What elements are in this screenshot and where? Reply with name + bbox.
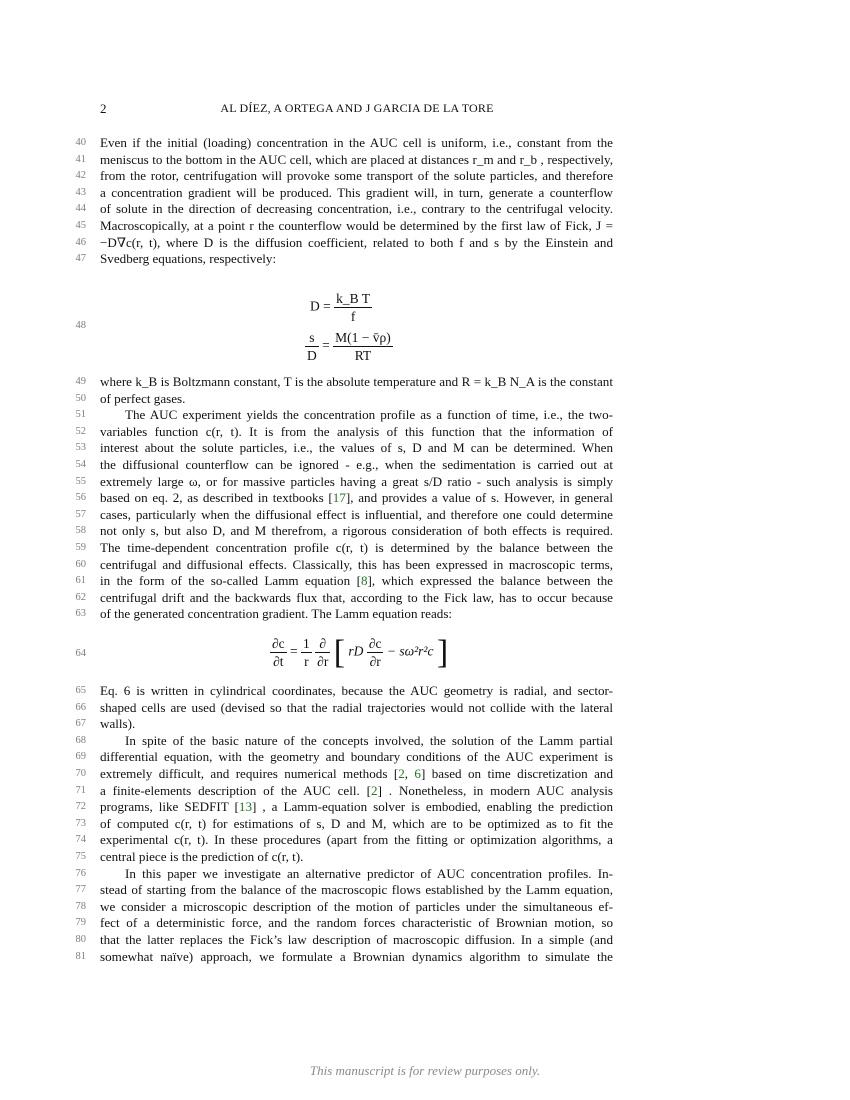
- text-segment: ] . Nonetheless, in modern AUC analysis: [377, 782, 614, 798]
- text-segment: The AUC experiment yields the concentration profile as a function of time, i.e., the two-: [125, 407, 613, 423]
- line-number: 66: [75, 701, 86, 713]
- text-segment: stead of starting from the balance of the macroscopic flows established by the Lamm equation,: [100, 882, 613, 898]
- text-segment: a concentration gradient will be produced. This gradient will, in turn, generate a counterflow: [100, 184, 613, 200]
- text-segment: of perfect gases.: [100, 390, 186, 406]
- fraction: [334, 291, 372, 324]
- text-line: [100, 201, 613, 217]
- line-number: 53: [75, 442, 86, 454]
- left-bracket: [: [333, 633, 346, 671]
- line-number: 78: [75, 900, 86, 912]
- text-line: [100, 932, 613, 948]
- text-line: [100, 783, 613, 799]
- line-number: 46: [75, 236, 86, 248]
- line-number: 59: [75, 542, 86, 553]
- denominator: ∂t: [273, 654, 284, 669]
- text-line: [100, 523, 613, 539]
- line-number: 43: [75, 186, 86, 198]
- running-head: AL DÍEZ, A ORTEGA AND J GARCIA DE LA TORE: [220, 101, 494, 115]
- denominator: ∂r: [317, 654, 329, 669]
- line-number: 51: [75, 409, 86, 421]
- term: − sω²r²c: [386, 643, 434, 659]
- text-line: [100, 185, 613, 201]
- text-segment: we consider a microscopic description of the motion of particles under the simultaneous ef-: [100, 898, 613, 914]
- numerator: s: [305, 330, 319, 347]
- text-line: [100, 407, 613, 423]
- line-number: 79: [75, 917, 86, 929]
- line-number: 71: [75, 784, 86, 796]
- denominator: f: [350, 309, 356, 324]
- numerator: 1: [303, 636, 310, 651]
- running-header: [100, 101, 614, 117]
- line-number: 42: [75, 170, 86, 182]
- text-line: [100, 440, 613, 456]
- text-line: [100, 799, 613, 815]
- text-segment: centrifugal and diffusional effects. Classically, this has been expressed in macroscopic terms,: [100, 556, 613, 572]
- eq-sign: =: [290, 643, 298, 659]
- term: rD: [348, 643, 364, 659]
- text-segment: interest about the solute particles, i.e., the values of s, D and M can be determined. When: [100, 440, 613, 456]
- numerator: k_B T: [336, 291, 371, 306]
- text-segment: programs, like SEDFIT [: [100, 799, 239, 815]
- text-segment: not only s, but also D, and M therefrom, a rigorous consideration of both effects is required.: [100, 523, 613, 539]
- text-segment: in the form of the so-called Lamm equation [: [100, 573, 361, 589]
- text-line: [100, 683, 613, 699]
- text-line: [100, 391, 613, 407]
- citation-link[interactable]: 6: [414, 766, 421, 781]
- text-segment: of computed c(r, t) for estimations of s, D and M, which are to be optimized as to fit the: [100, 815, 613, 831]
- numerator: ∂c: [368, 636, 382, 651]
- text-line: [100, 866, 613, 882]
- review-footer: This manuscript is for review purposes only.: [309, 1063, 541, 1078]
- text-line: [100, 573, 613, 589]
- page-number: 2: [100, 101, 107, 116]
- einstein-equation: [310, 291, 372, 324]
- text-line: [100, 152, 613, 168]
- text-segment: from the rotor, centrifugation will provoke some transport of the solute particles, and therefore: [100, 168, 613, 184]
- line-number: 41: [75, 153, 86, 165]
- line-number: 76: [75, 867, 86, 879]
- text-segment: In spite of the basic nature of the concepts involved, the solution of the Lamm partial: [125, 732, 613, 748]
- text-segment: of the generated concentration gradient. The Lamm equation reads:: [100, 606, 453, 622]
- text-segment: Svedberg equations, respectively:: [100, 251, 277, 267]
- line-number: 55: [75, 475, 86, 487]
- fraction: [305, 330, 319, 363]
- line-number: 45: [75, 220, 86, 231]
- text-line: [100, 915, 613, 931]
- text-segment: of solute in the direction of decreasing concentration, i.e., contrary to the centrifugal velocity.: [100, 201, 613, 217]
- eq-lhs: D =: [310, 298, 331, 314]
- right-bracket: ]: [436, 633, 449, 671]
- text-segment: ,: [404, 766, 415, 781]
- text-line: [100, 849, 613, 865]
- text-segment: where k_B is Boltzmann constant, T is the absolute temperature and R = k_B N_A is the constant: [100, 374, 613, 389]
- line-number: 64: [75, 648, 86, 659]
- line-number: 77: [75, 884, 86, 896]
- denominator: r: [304, 654, 309, 669]
- text-segment: ], and provides a value of s. However, in general: [345, 490, 613, 506]
- text-line: [100, 490, 613, 506]
- text-line: [100, 733, 613, 749]
- fraction: [270, 636, 287, 669]
- text-line: [100, 899, 613, 915]
- line-number: 75: [75, 851, 86, 862]
- text-line: [100, 557, 613, 573]
- text-line: [100, 540, 613, 556]
- text-segment: the diffusional counterflow can be ignored - e.g., when the sedimentation is carried out at: [100, 457, 613, 472]
- text-segment: differential equation, with the geometry and boundary conditions of the AUC experiment is: [100, 749, 613, 765]
- citation-link[interactable]: 2: [398, 766, 405, 781]
- numerator: ∂: [315, 636, 330, 653]
- text-segment: extremely large ω, or for massive particles having a great s/D ratio - such analysis is simply: [100, 473, 613, 489]
- citation-link[interactable]: 8: [360, 573, 368, 589]
- text-segment: central piece is the prediction of c(r, t).: [100, 849, 304, 864]
- text-line: [100, 832, 613, 848]
- svedberg-equation: [305, 330, 393, 363]
- fraction: [333, 330, 393, 363]
- text-segment: meniscus to the bottom in the AUC cell, which are placed at distances r_m and r_b , respectively,: [100, 151, 613, 167]
- text-segment: −D∇c(r, t), where D is the diffusion coefficient, related to both f and s by the Einstein and: [100, 234, 613, 250]
- line-number: 54: [75, 459, 86, 470]
- line-number: 61: [75, 575, 86, 587]
- citation-link[interactable]: 13: [238, 799, 252, 815]
- eq-sign: =: [322, 337, 330, 353]
- line-number: 52: [75, 425, 86, 437]
- line-number: 57: [75, 508, 86, 520]
- line-number: 58: [75, 525, 86, 537]
- text-segment: The time-dependent concentration profile c(r, t) is determined by the balance between the: [100, 540, 613, 555]
- text-segment: centrifugal drift and the backwards flux that, according to the Fick law, has to occur because: [100, 589, 613, 605]
- line-number: 80: [75, 934, 86, 945]
- text-line: [100, 507, 613, 523]
- text-segment: a finite-elements description of the AUC cell. [: [100, 782, 372, 798]
- text-line: [100, 135, 613, 151]
- text-segment: that the latter replaces the Fick’s law description of macroscopic diffusion. In a simple (and: [100, 932, 613, 947]
- text-segment: Even if the initial (loading) concentration in the AUC cell is uniform, i.e., constant from the: [100, 135, 613, 150]
- text-segment: walls).: [100, 716, 136, 732]
- denominator: ∂r: [369, 654, 381, 669]
- text-segment: fect of a deterministic force, and the random forces characteristic of Brownian motion, so: [100, 915, 613, 931]
- line-number: 81: [75, 950, 86, 962]
- text-line: [100, 606, 613, 622]
- line-number: 60: [75, 558, 86, 570]
- text-segment: extremely difficult, and requires numerical methods [: [100, 766, 399, 781]
- line-number: 67: [75, 718, 86, 730]
- text-line: [100, 251, 613, 267]
- text-line: [100, 218, 613, 234]
- text-line: [100, 949, 613, 965]
- text-segment: In this paper we investigate an alternative predictor of AUC concentration profiles. In-: [125, 865, 613, 881]
- line-number: 48: [75, 320, 86, 331]
- text-segment: Eq. 6 is written in cylindrical coordinates, because the AUC geometry is radial, and sector-: [100, 683, 613, 698]
- text-line: [100, 882, 613, 898]
- text-segment: based on eq. 2, as described in textbooks [: [100, 490, 333, 506]
- text-segment: cases, particularly when the diffusional effect is influential, and therefore one could determine: [100, 506, 613, 522]
- fraction: [301, 636, 312, 669]
- citation-link[interactable]: 17: [332, 490, 346, 506]
- text-segment: ], which expressed the balance between the: [367, 573, 613, 589]
- line-number: 73: [75, 817, 86, 829]
- denominator: RT: [354, 348, 372, 363]
- text-segment: ] , a Lamm-equation solver is embodied, enabling the prediction: [252, 799, 613, 815]
- line-number: 69: [75, 751, 86, 763]
- text-line: [100, 374, 613, 390]
- text-line: [100, 424, 613, 440]
- citation-link[interactable]: 2: [371, 782, 378, 798]
- line-number: 62: [75, 591, 86, 603]
- fraction: [315, 636, 330, 669]
- text-segment: shaped cells are used (devised so that the radial trajectories would not collide with the lateral: [100, 699, 613, 715]
- fraction: [367, 636, 384, 669]
- text-line: [100, 590, 613, 606]
- line-number: 68: [75, 734, 86, 746]
- line-number: 65: [75, 685, 86, 696]
- text-line: [100, 816, 613, 832]
- text-segment: somewhat naïve) approach, we formulate a Brownian dynamics algorithm to simulate the: [100, 948, 613, 964]
- denominator: D: [307, 348, 317, 363]
- text-line: [100, 457, 613, 473]
- text-line: [100, 700, 613, 716]
- text-line: [100, 749, 613, 765]
- text-segment: variables function c(r, t). It is from the analysis of this function that the information of: [100, 423, 613, 439]
- line-number: 50: [75, 392, 86, 404]
- numerator: M(1 − v̄ρ): [335, 330, 391, 345]
- text-line: [100, 235, 613, 251]
- line-number: 44: [75, 203, 86, 215]
- text-line: [100, 168, 613, 184]
- text-line: [100, 474, 613, 490]
- line-number: 70: [75, 768, 86, 779]
- line-number: 74: [75, 834, 86, 846]
- text-segment: ] based on time discretization and: [420, 766, 613, 781]
- line-number: 56: [75, 492, 86, 504]
- text-segment: Macroscopically, at a point r the counterflow would be determined by the first law of Fick, J =: [100, 218, 613, 233]
- text-line: [100, 716, 613, 732]
- lamm-equation: [270, 633, 449, 671]
- line-number: 47: [75, 253, 86, 265]
- text-line: [100, 766, 613, 782]
- line-number: 63: [75, 608, 86, 620]
- line-number: 40: [75, 137, 86, 148]
- numerator: ∂c: [272, 636, 285, 651]
- line-number: 49: [75, 376, 86, 387]
- text-segment: experimental c(r, t). In these procedures (apart from the fitting or optimization algorithms, a: [100, 832, 613, 848]
- line-number: 72: [75, 801, 86, 813]
